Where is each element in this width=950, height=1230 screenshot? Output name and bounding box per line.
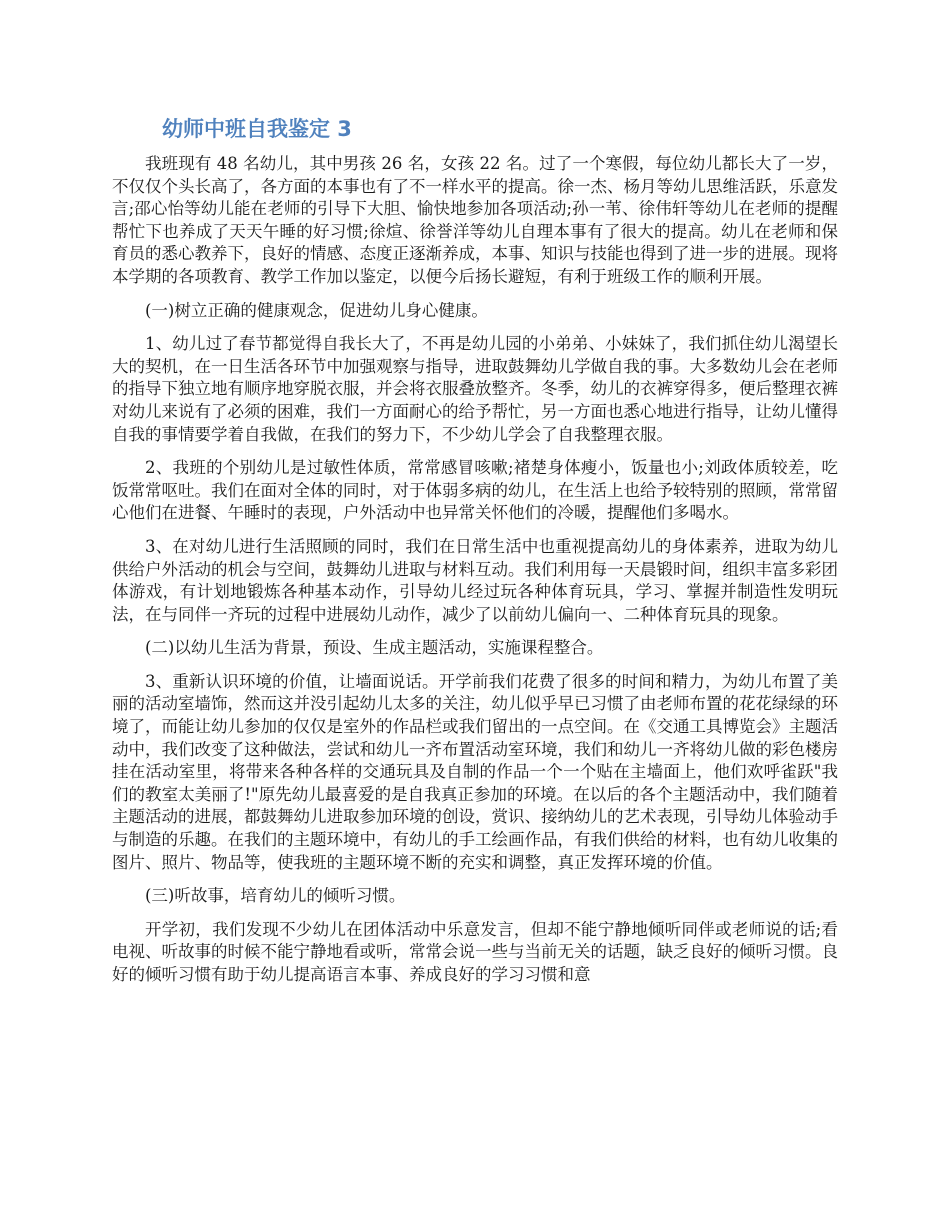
paragraph-intro: 我班现有 48 名幼儿，其中男孩 26 名，女孩 22 名。过了一个寒假，每位幼儿都长大了一岁，不仅仅个头长高了，各方面的本事也有了不一样水平的提高。徐一杰、杨月等幼儿思维活跃，乐意发言;邵心怡等幼儿能在老师的引导下大胆、愉快地参加各项活动;孙一苇、徐伟轩等幼儿在老师的提醒帮忙下也养成了天天午睡的好习惯;徐煊、徐誉洋等幼儿自理本事有了很大的提高。幼儿在老师和保育员的悉心教养下，良好的情感、态度正逐渐养成，本事、知识与技能也得到了进一步的进展。现将本学期的各项教育、教学工作加以鉴定，以便今后扬长避短，有利于班级工作的顺利开展。 xyxy=(112,154,838,286)
section-heading-1: (一)树立正确的健康观念，促进幼儿身心健康。 xyxy=(145,300,488,320)
paragraph-1-2: 2、我班的个别幼儿是过敏性体质，常常感冒咳嗽;褚楚身体瘦小，饭量也小;刘政体质较差，吃饭常常呕吐。我们在面对全体的同时，对于体弱多病的幼儿，在生活上也给予较特别的照顾，常常留心他们在进餐、午睡时的表现，户外活动中也异常关怀他们的冷暖，提醒他们多喝水。 xyxy=(112,458,838,523)
paragraph-1-3: 3、在对幼儿进行生活照顾的同时，我们在日常生活中也重视提高幼儿的身体素养，进取为幼儿供给户外活动的机会与空间，鼓舞幼儿进取与材料互动。我们利用每一天晨锻时间，组织丰富多彩团体游戏，有计划地锻炼各种基本动作，引导幼儿经过玩各种体育玩具，学习、掌握并制造性发明玩法，在与同伴一齐玩的过程中进展幼儿动作，减少了以前幼儿偏向一、二种体育玩具的现象。 xyxy=(112,536,838,624)
paragraph-3-1: 开学初，我们发现不少幼儿在团体活动中乐意发言，但却不能宁静地倾听同伴或老师说的话;看电视、听故事的时候不能宁静地看或听，常常会说一些与当前无关的话题，缺乏良好的倾听习惯。良好的倾听习惯有助于幼儿提高语言本事、养成良好的学习习惯和意 xyxy=(112,919,838,984)
paragraph-2-3: 3、重新认识环境的价值，让墙面说话。开学前我们花费了很多的时间和精力，为幼儿布置了美丽的活动室墙饰，然而这并没引起幼儿太多的关注，幼儿似乎早已习惯了由老师布置的花花绿绿的环境了，而能让幼儿参加的仅仅是室外的作品栏或我们留出的一点空间。在《交通工具博览会》主题活动中，我们改变了这种做法，尝试和幼儿一齐布置活动室环境，我们和幼儿一齐将幼儿做的彩色楼房挂在活动室里，将带来各种各样的交通玩具及自制的作品一个一个贴在主墙面上，他们欢呼雀跃"我们的教室太美丽了!"原先幼儿最喜爱的是自我真正参加的环境。在以后的各个主题活动中，我们随着主题活动的进展，都鼓舞幼儿进取参加环境的创设，赏识、接纳幼儿的艺术表现，引导幼儿体验动手与制造的乐趣。在我们的主题环境中，有幼儿的手工绘画作品，有我们供给的材料，也有幼儿收集的图片、照片、物品等，使我班的主题环境不断的充实和调整，真正发挥环境的价值。 xyxy=(112,671,838,872)
document-title: 幼师中班自我鉴定 3 xyxy=(162,117,352,141)
section-heading-2: (二)以幼儿生活为背景，预设、生成主题活动，实施课程整合。 xyxy=(145,638,604,658)
document-body xyxy=(112,153,838,998)
paragraph-1-1: 1、幼儿过了春节都觉得自我长大了，不再是幼儿园的小弟弟、小妹妹了，我们抓住幼儿渴望长大的契机，在一日生活各环节中加强观察与指导，进取鼓舞幼儿学做自我的事。大多数幼儿会在老师的指导下独立地有顺序地穿脱衣服，并会将衣服叠放整齐。冬季，幼儿的衣裤穿得多，便后整理衣裤对幼儿来说有了必须的困难，我们一方面耐心的给予帮忙，另一方面也悉心地进行指导，让幼儿懂得自我的事情要学着自我做，在我们的努力下，不少幼儿学会了自我整理衣服。 xyxy=(112,334,838,444)
section-heading-3: (三)听故事，培育幼儿的倾听习惯。 xyxy=(145,886,406,906)
